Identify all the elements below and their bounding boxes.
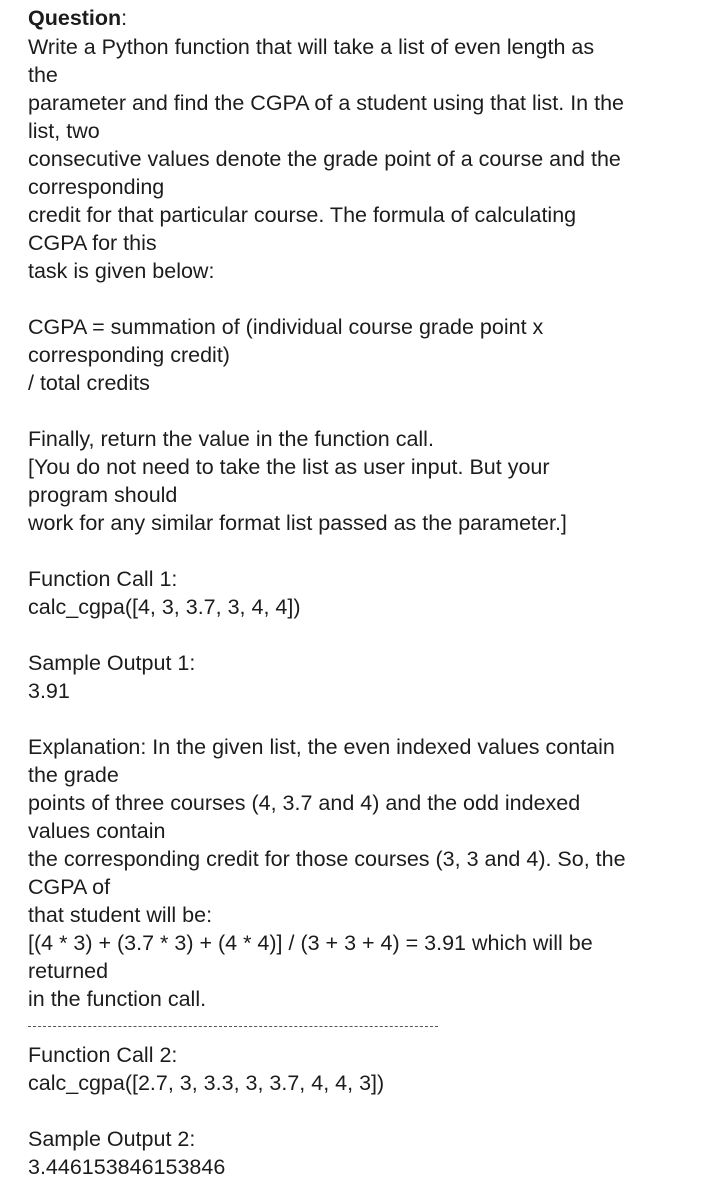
text-line: program should bbox=[28, 483, 178, 507]
sample-output-1-label: Sample Output 1: bbox=[28, 651, 196, 675]
formula-line: / total credits bbox=[28, 371, 150, 395]
text-line: Write a Python function that will take a list of even length as bbox=[28, 35, 595, 59]
text-line: CGPA for this bbox=[28, 231, 157, 255]
explanation-line: points of three courses (4, 3.7 and 4) and the odd indexed bbox=[28, 791, 581, 815]
sample-output-2-value: 3.446153846153846 bbox=[28, 1155, 226, 1179]
function-call-2-code: calc_cgpa([2.7, 3, 3.3, 3, 3.7, 4, 4, 3]) bbox=[28, 1071, 385, 1095]
explanation-line: the grade bbox=[28, 763, 119, 787]
text-line: task is given below: bbox=[28, 259, 215, 283]
explanation-line: in the function call. bbox=[28, 987, 207, 1011]
formula-line: corresponding credit) bbox=[28, 343, 230, 367]
function-call-1-label: Function Call 1: bbox=[28, 567, 178, 591]
text-line: corresponding bbox=[28, 175, 165, 199]
formula-line: CGPA = summation of (individual course grade point x bbox=[28, 315, 544, 339]
text-line: consecutive values denote the grade point of a course and the bbox=[28, 147, 621, 171]
text-line: list, two bbox=[28, 119, 100, 143]
explanation-line: the corresponding credit for those courses (3, 3 and 4). So, the bbox=[28, 847, 626, 871]
text-line: the bbox=[28, 63, 58, 87]
dashed-divider bbox=[28, 1026, 438, 1027]
text-line: [You do not need to take the list as user input. But your bbox=[28, 455, 550, 479]
explanation-line: CGPA of bbox=[28, 875, 111, 899]
explanation-line: [(4 * 3) + (3.7 * 3) + (4 * 4)] / (3 + 3 + 4) = 3.91 which will be bbox=[28, 931, 593, 955]
function-call-2-label: Function Call 2: bbox=[28, 1043, 178, 1067]
function-call-1-code: calc_cgpa([4, 3, 3.7, 3, 4, 4]) bbox=[28, 595, 301, 619]
question-heading bbox=[28, 4, 127, 32]
explanation-line: returned bbox=[28, 959, 109, 983]
explanation-line: values contain bbox=[28, 819, 166, 843]
sample-output-2-label: Sample Output 2: bbox=[28, 1127, 196, 1151]
text-line: Finally, return the value in the function call. bbox=[28, 427, 434, 451]
sample-output-1-value: 3.91 bbox=[28, 679, 70, 703]
explanation-line: Explanation: In the given list, the even indexed values contain bbox=[28, 735, 615, 759]
text-line: work for any similar format list passed as the parameter.] bbox=[28, 511, 567, 535]
question-colon: : bbox=[121, 6, 128, 30]
text-line: credit for that particular course. The formula of calculating bbox=[28, 203, 577, 227]
question-label: Question bbox=[28, 6, 122, 30]
text-line: parameter and find the CGPA of a student using that list. In the bbox=[28, 91, 624, 115]
explanation-line: that student will be: bbox=[28, 903, 213, 927]
